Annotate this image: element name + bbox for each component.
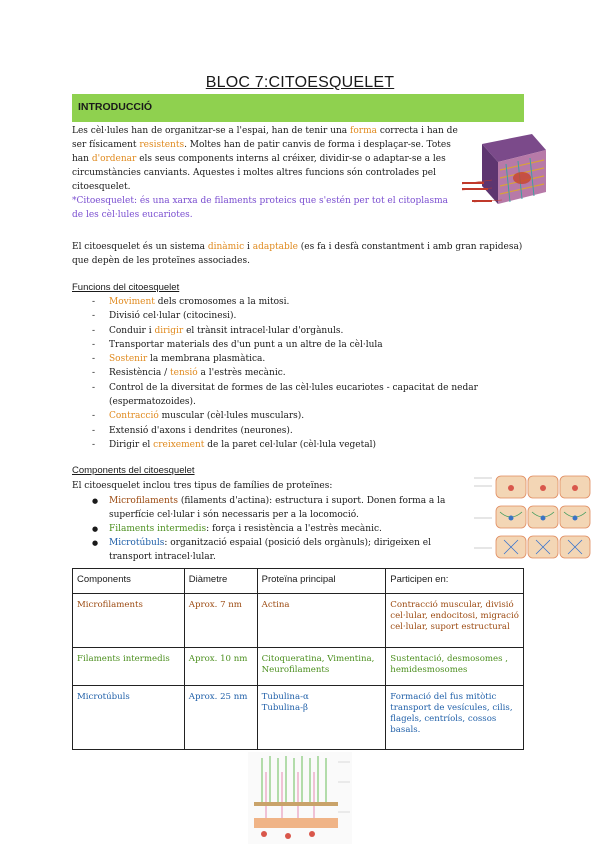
table-cell: Contracció muscular, divisió cel·lular, endocitosi, migració cel·lular, suport estructural bbox=[386, 594, 524, 648]
bullet-text: (filaments d'actina): estructura i suport. Donen forma a la superfície cel·lular i són necessaris per a la locomoció. bbox=[109, 496, 446, 520]
function-text: Divisió cel·lular (citocinesi). bbox=[109, 311, 237, 322]
intro-text: correcta i han de ser físicament bbox=[72, 126, 458, 150]
table-row bbox=[73, 648, 524, 686]
intro-banner bbox=[72, 94, 524, 122]
function-text: de la paret cel·lular (cèl·lula vegetal) bbox=[204, 439, 376, 450]
header-cell: Diàmetre bbox=[184, 569, 257, 594]
function-highlight: dirigir bbox=[154, 325, 184, 336]
dynamic-text: (es fa i desfà constantment i amb gran rapidesa) que depèn de les proteïnes associades. bbox=[72, 242, 523, 266]
definition-note: *Citoesquelet: és una xarxa de filaments proteics que s'estén per tot el citoplasma de les cèl·lules eucariotes. bbox=[72, 196, 448, 220]
intro-heading: INTRODUCCIÓ bbox=[78, 101, 153, 113]
dynamic-text: El citoesquelet és un sistema bbox=[72, 242, 208, 252]
table-cell: Filaments intermedis bbox=[73, 648, 185, 686]
tubulin-beta: Tubulina-β bbox=[261, 703, 308, 713]
function-highlight: creixement bbox=[153, 439, 205, 450]
function-text: Resistència / bbox=[109, 368, 170, 379]
table-row bbox=[73, 594, 524, 648]
function-text: a l'estrès mecànic. bbox=[197, 368, 286, 379]
dynamic-text: i bbox=[244, 242, 253, 252]
function-text: dels cromosomes a la mitosi. bbox=[154, 297, 290, 307]
function-item bbox=[92, 338, 524, 352]
table-header-row bbox=[73, 569, 524, 594]
highlight-resistents: resistents bbox=[139, 140, 185, 150]
bullet-microtubules bbox=[92, 536, 462, 564]
intro-text: els seus components interns al créixer, dividir-se o adaptar-se a les circumstàncies canviants. Aquestes i moltes altres funcions són controlades pel citoesquelet. bbox=[72, 154, 446, 192]
table-cell bbox=[257, 686, 386, 750]
header-cell: Components bbox=[73, 569, 185, 594]
table-cell: Aprox. 25 nm bbox=[184, 686, 257, 750]
page-title: BLOC 7:CITOESQUELET bbox=[205, 74, 395, 91]
intro-paragraph bbox=[72, 124, 460, 194]
dynamic-paragraph bbox=[72, 240, 524, 268]
cytoskeleton-illustration bbox=[462, 130, 548, 208]
table-cell: Aprox. 10 nm bbox=[184, 648, 257, 686]
function-text: Transportar materials des d'un punt a un altre de la cèl·lula bbox=[109, 339, 383, 350]
header-cell: Proteïna principal bbox=[257, 569, 386, 594]
term-intermediate: Filaments intermedis bbox=[109, 524, 207, 534]
table-cell: Sustentació, desmosomes , hemidesmosomes bbox=[386, 648, 524, 686]
function-item bbox=[92, 352, 524, 366]
components-list bbox=[92, 494, 462, 564]
table-cell: Actina bbox=[257, 594, 386, 648]
table-row bbox=[73, 686, 524, 750]
highlight-adaptable: adaptable bbox=[252, 242, 298, 252]
function-item bbox=[92, 309, 524, 323]
bullet-text: : força i resistència a l'estrès mecànic. bbox=[206, 524, 382, 534]
bullet-microfilaments bbox=[92, 494, 462, 522]
intro-text: . Moltes han de patir canvis de forma i desplaçar-se. Totes han bbox=[72, 140, 451, 164]
function-text: el trànsit intracel·lular d'orgànuls. bbox=[183, 325, 344, 336]
function-highlight: Sostenir bbox=[109, 354, 148, 365]
table-cell: Formació del fus mitòtic transport de vesícules, cilis, flagels, centríols, cossos basals. bbox=[386, 686, 524, 750]
bullet-text: : organització espaial (posició dels orgànuls); dirigeixen el transport intracel·lular. bbox=[109, 538, 431, 562]
components-table bbox=[72, 568, 524, 750]
term-microfilaments: Microfilaments bbox=[109, 496, 178, 506]
components-heading: Components del citoesquelet bbox=[72, 465, 195, 476]
table-cell: Citoqueratina, Vimentina, Neurofilaments bbox=[257, 648, 386, 686]
function-text: la membrana plasmàtica. bbox=[147, 354, 266, 365]
function-item bbox=[92, 324, 524, 338]
function-item bbox=[92, 295, 524, 309]
bullet-intermediate bbox=[92, 522, 462, 536]
header-cell: Participen en: bbox=[386, 569, 524, 594]
term-microtubules: Microtúbuls bbox=[109, 538, 165, 548]
function-text: Control de la diversitat de formes de las cèl·lules eucariotes - capacitat de nedar (espermatozoides). bbox=[109, 382, 478, 408]
function-item bbox=[92, 424, 524, 438]
function-text: Conduir i bbox=[109, 325, 155, 336]
highlight-ordenar: d'ordenar bbox=[91, 154, 137, 164]
function-text: Extensió d'axons i dendrites (neurones). bbox=[109, 425, 293, 436]
microvilli-illustration bbox=[248, 752, 352, 844]
table-cell: Aprox. 7 nm bbox=[184, 594, 257, 648]
function-item bbox=[92, 409, 524, 423]
functions-heading: Funcions del citoesquelet bbox=[72, 282, 180, 293]
function-text: Dirigir el bbox=[109, 439, 154, 450]
intro-text: Les cèl·lules han de organitzar-se a l'espai, han de tenir una bbox=[72, 126, 351, 136]
components-intro: El citoesquelet inclou tres tipus de famílies de proteïnes: bbox=[72, 481, 333, 491]
function-text: muscular (cèl·lules musculars). bbox=[158, 411, 305, 422]
function-highlight: tensió bbox=[170, 368, 198, 379]
epithelial-cells-illustration bbox=[474, 472, 592, 564]
highlight-dinamic: dinàmic bbox=[207, 242, 245, 252]
function-item bbox=[92, 438, 524, 452]
function-highlight: Contracció bbox=[109, 411, 159, 422]
function-item bbox=[92, 366, 524, 380]
highlight-forma: forma bbox=[350, 126, 377, 136]
table-cell: Microtúbuls bbox=[73, 686, 185, 750]
table-cell: Microfilaments bbox=[73, 594, 185, 648]
function-highlight: Moviment bbox=[109, 297, 155, 307]
function-item bbox=[92, 381, 524, 410]
tubulin-alpha: Tubulina-α bbox=[261, 692, 309, 702]
functions-list bbox=[92, 295, 524, 452]
